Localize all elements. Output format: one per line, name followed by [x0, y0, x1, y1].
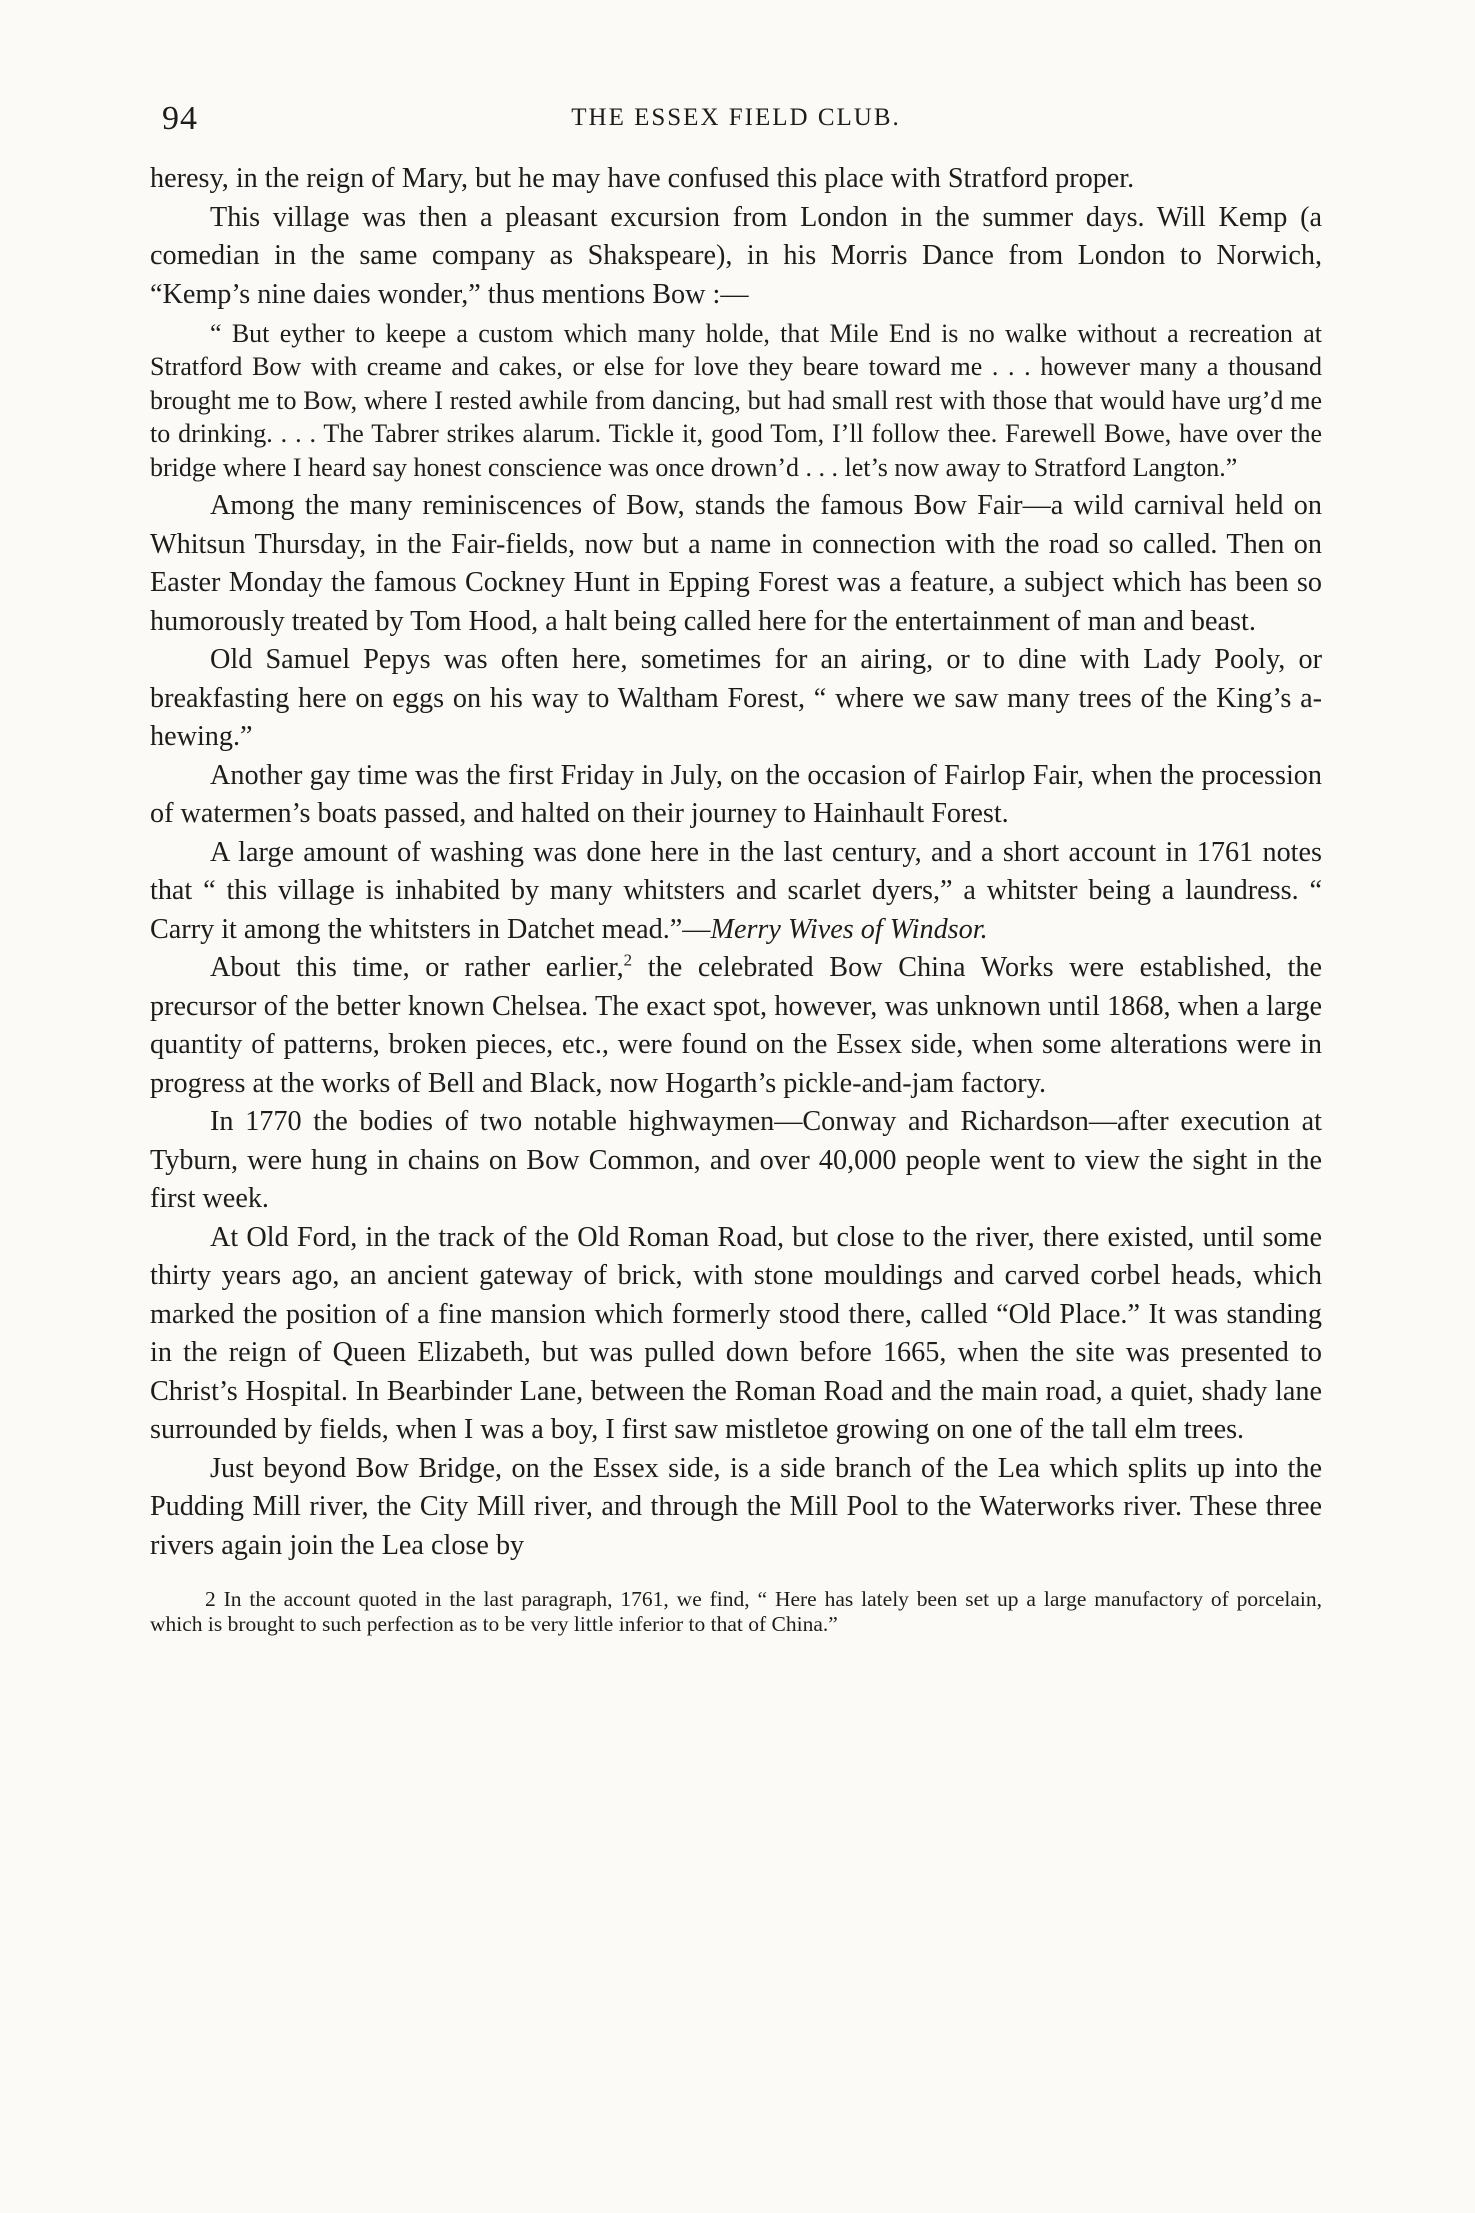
page-number: 94 [162, 100, 198, 137]
page-header [150, 100, 1322, 160]
quotation-kemp: “ But eyther to keepe a custom which many holde, that Mile End is no walke without a recreation at Stratford Bow with creame and cakes, or else for love they beare toward me . . . however many a thousand brought me to Bow, where I rested awhile from dancing, but had small rest with those that would have urg’d me to drinking. . . . The Tabrer strikes alarum. Tickle it, good Tom, I’ll follow thee. Farewell Bowe, have over the bridge where I heard say honest conscience was once drown’d . . . let’s now away to Stratford Langton.” [150, 319, 1322, 482]
running-title: THE ESSEX FIELD CLUB. [571, 104, 901, 131]
paragraph-kemp: This village was then a pleasant excursion from London in the summer days. Will Kemp (a comedian in the same company as Shakspeare), in his Morris Dance from London to Norwich, “Kemp’s nine daies wonder,” thus mentions Bow :— [150, 201, 1322, 310]
paragraph-highwaymen: In 1770 the bodies of two notable highwaymen—Conway and Richardson—after execution at Tyburn, were hung in chains on Bow Common, and over 40,000 people went to view the sight in the first week. [150, 1106, 1322, 1215]
paragraph-pepys: Old Samuel Pepys was often here, sometimes for an airing, or to dine with Lady Pooly, or breakfasting here on eggs on his way to Waltham Forest, “ where we saw many trees of the King’s a-hewing.” [150, 644, 1322, 753]
footnote-ref: 2 [623, 950, 633, 970]
china-text-b: the celebrated Bow China Works were established, the precursor of the better known Chelsea. The exact spot, however, was unknown until 1868, when a large quantity of patterns, broken pieces, etc., were found on the Essex side, when some alterations were in progress at the works of Bell and Black, now Hogarth’s pickle-and-jam factory. [150, 952, 1322, 1099]
paragraph-bow-china [150, 949, 1322, 1103]
paragraph-fairlop: Another gay time was the first Friday in July, on the occasion of Fairlop Fair, when the procession of watermen’s boats passed, and halted on their journey to Hainhault Forest. [150, 759, 1322, 830]
paragraph-washing [150, 834, 1322, 950]
paragraph-continued: heresy, in the reign of Mary, but he may have confused this place with Stratford proper. [150, 163, 1135, 194]
washing-text: A large amount of washing was done here in the last century, and a short account in 1761 notes that “ this village is inhabited by many whitsters and scarlet dyers,” a whitster being a laundress. “ Carry it among the whitsters in Datchet mead.”— [150, 836, 1322, 945]
source-citation: Merry Wives of Windsor. [710, 913, 988, 945]
page [150, 100, 1322, 1637]
footnote: 2 In the account quoted in the last paragraph, 1761, we find, “ Here has lately been set up a large manufactory of porcelain, which is brought to such perfection as to be very little inferior to that of China.” [150, 1587, 1322, 1637]
china-text-a: About this time, or rather earlier, [210, 952, 624, 984]
paragraph-bow-bridge: Just beyond Bow Bridge, on the Essex side, is a side branch of the Lea which splits up into the Pudding Mill river, the City Mill river, and through the Mill Pool to the Waterworks river. These three rivers again join the Lea close by [150, 1452, 1322, 1561]
paragraph-old-ford: At Old Ford, in the track of the Old Roman Road, but close to the river, there existed, until some thirty years ago, an ancient gateway of brick, with stone mouldings and carved corbel heads, which marked the position of a fine mansion which formerly stood there, called “Old Place.” It was standing in the reign of Queen Elizabeth, but was pulled down before 1665, when the site was presented to Christ’s Hospital. In Bearbinder Lane, between the Roman Road and the main road, a quiet, shady lane surrounded by fields, when I was a boy, I first saw mistletoe growing on one of the tall elm trees. [150, 1221, 1322, 1446]
body-text [150, 160, 1322, 1565]
paragraph-bow-fair: Among the many reminiscences of Bow, stands the famous Bow Fair—a wild carnival held on Whitsun Thursday, in the Fair-fields, now but a name in connection with the road so called. Then on Easter Monday the famous Cockney Hunt in Epping Forest was a feature, a subject which has been so humorously treated by Tom Hood, a halt being called here for the entertainment of man and beast. [150, 490, 1322, 637]
